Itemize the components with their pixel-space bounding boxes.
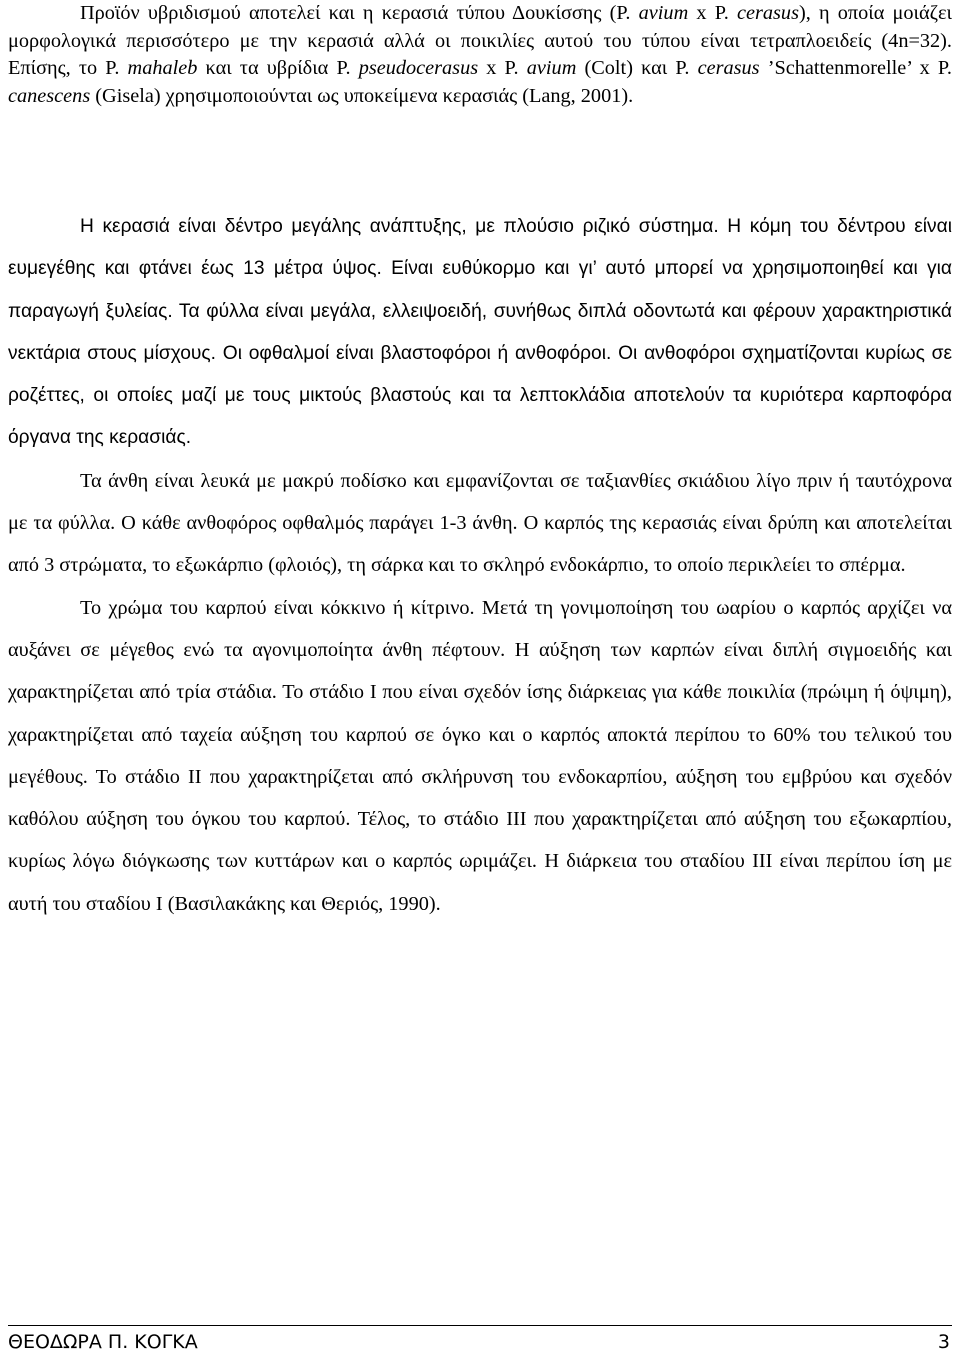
species-name: avium (638, 2, 689, 24)
paragraph-hybridization (8, 0, 952, 110)
species-name: pseudocerasus (358, 57, 479, 80)
text-run: (Colt) και P. (576, 57, 698, 80)
page-number: 3 (937, 1331, 950, 1353)
text-run: ’Schattenmorelle’ x P. (759, 57, 953, 80)
paragraph-flowers: Τα άνθη είναι λευκά με μακρύ ποδίσκο και εμφανίζονται σε ταξιανθίες σκιάδιου λίγο πριν ή ταυτόχρονα με τα φύλλα. Ο κάθε ανθοφόρος οφθαλμός παράγει 1-3 άνθη. Ο καρπός της κερασιάς είναι δρύπη και αποτελείται από 3 στρώματα, το εξωκάρπιο (φλοιός), τη σάρκα και το σκληρό ενδοκάρπιο, το οποίο περικλείει το σπέρμα. (8, 469, 952, 577)
text-run: x P. (688, 2, 737, 24)
paragraph-block-upper (8, 0, 952, 110)
species-name: cerasus (737, 2, 799, 24)
text-run: x P. (478, 57, 527, 80)
text-run: (Gisela) χρησιμοποιούνται ως υποκείμενα κερασιάς (Lang, 2001). (90, 84, 634, 107)
paragraph-fruit-growth: Το χρώμα του καρπού είναι κόκκινο ή κίτρινο. Μετά τη γονιμοποίηση του ωαρίου ο καρπός αρχίζει να αυξάνει σε μέγεθος ενώ τα αγονιμοποίητα άνθη πέφτουν. Η αύξηση των καρπών είναι διπλή σιγμοειδής και χαρακτηρίζεται από τρία στάδια. Το στάδιο Ι που είναι σχεδόν ίσης διάρκειας για κάθε ποικιλία (πρώιμη ή όψιμη), χαρακτηρίζεται από ταχεία αύξηση του καρπού σε όγκο και ο καρπός αποκτά περίπου το 60% του τελικού του μεγέθους. Το στάδιο ΙΙ που χαρακτηρίζεται από σκλήρυνση του ενδοκαρπίου, αύξηση του εμβρύου και σχεδόν καθόλου αύξηση του όγκου του καρπού. Τέλος, το στάδιο ΙΙΙ που χαρακτηρίζεται από αύξηση του εξωκαρπίου, κυρίως λόγω διόγκωσης των κυττάρων και ο καρπός ωριμάζει. Η διάρκεια του σταδίου ΙΙΙ είναι περίπου ίση με αυτή του σταδίου Ι (Βασιλακάκης και Θεριός, 1990). (8, 596, 952, 915)
footer-author: ΘΕΟΔΩΡΑ Π. ΚΟΓΚΑ (8, 1331, 198, 1353)
species-name: mahaleb (127, 57, 198, 80)
paragraph-block-lower (8, 206, 952, 925)
species-name: canescens (8, 84, 91, 107)
footer-divider (8, 1325, 952, 1326)
paragraph-tree-description: Η κερασιά είναι δέντρο μεγάλης ανάπτυξης, με πλούσιο ριζικό σύστημα. Η κόμη του δέντρου είναι ευμεγέθης και φτάνει έως 13 μέτρα ύψος. Είναι ευθύκορμο και γι’ αυτό μπορεί να χρησιμοποιηθεί και για παραγωγή ξυλείας. Τα φύλλα είναι μεγάλα, ελλειψοειδή, συνήθως διπλά οδοντωτά και φέρουν χαρακτηριστικά νεκτάρια στους μίσχους. Οι οφθαλμοί είναι βλαστοφόροι ή ανθοφόροι. Οι ανθοφόροι σχηματίζονται κυρίως σε ροζέττες, οι οποίες μαζί με τους μικτούς βλαστούς και τα λεπτοκλάδια αποτελούν τα κυριότερα καρποφόρα όργανα της κερασιάς. (8, 216, 952, 449)
species-name: cerasus (697, 57, 760, 80)
text-run: και τα υβρίδια P. (197, 57, 359, 80)
text-run: Προϊόν υβριδισμού αποτελεί και η κερασιά τύπου Δουκίσσης (P. (80, 2, 639, 24)
text-run: ), η οποία μοιάζει μορφολογικά περισσότερο με την κερασιά αλλά οι ποικιλίες αυτού του τύπου είναι τετραπλοειδείς (4n=32). Επίσης, το P. (8, 2, 952, 80)
species-name: avium (526, 57, 577, 80)
